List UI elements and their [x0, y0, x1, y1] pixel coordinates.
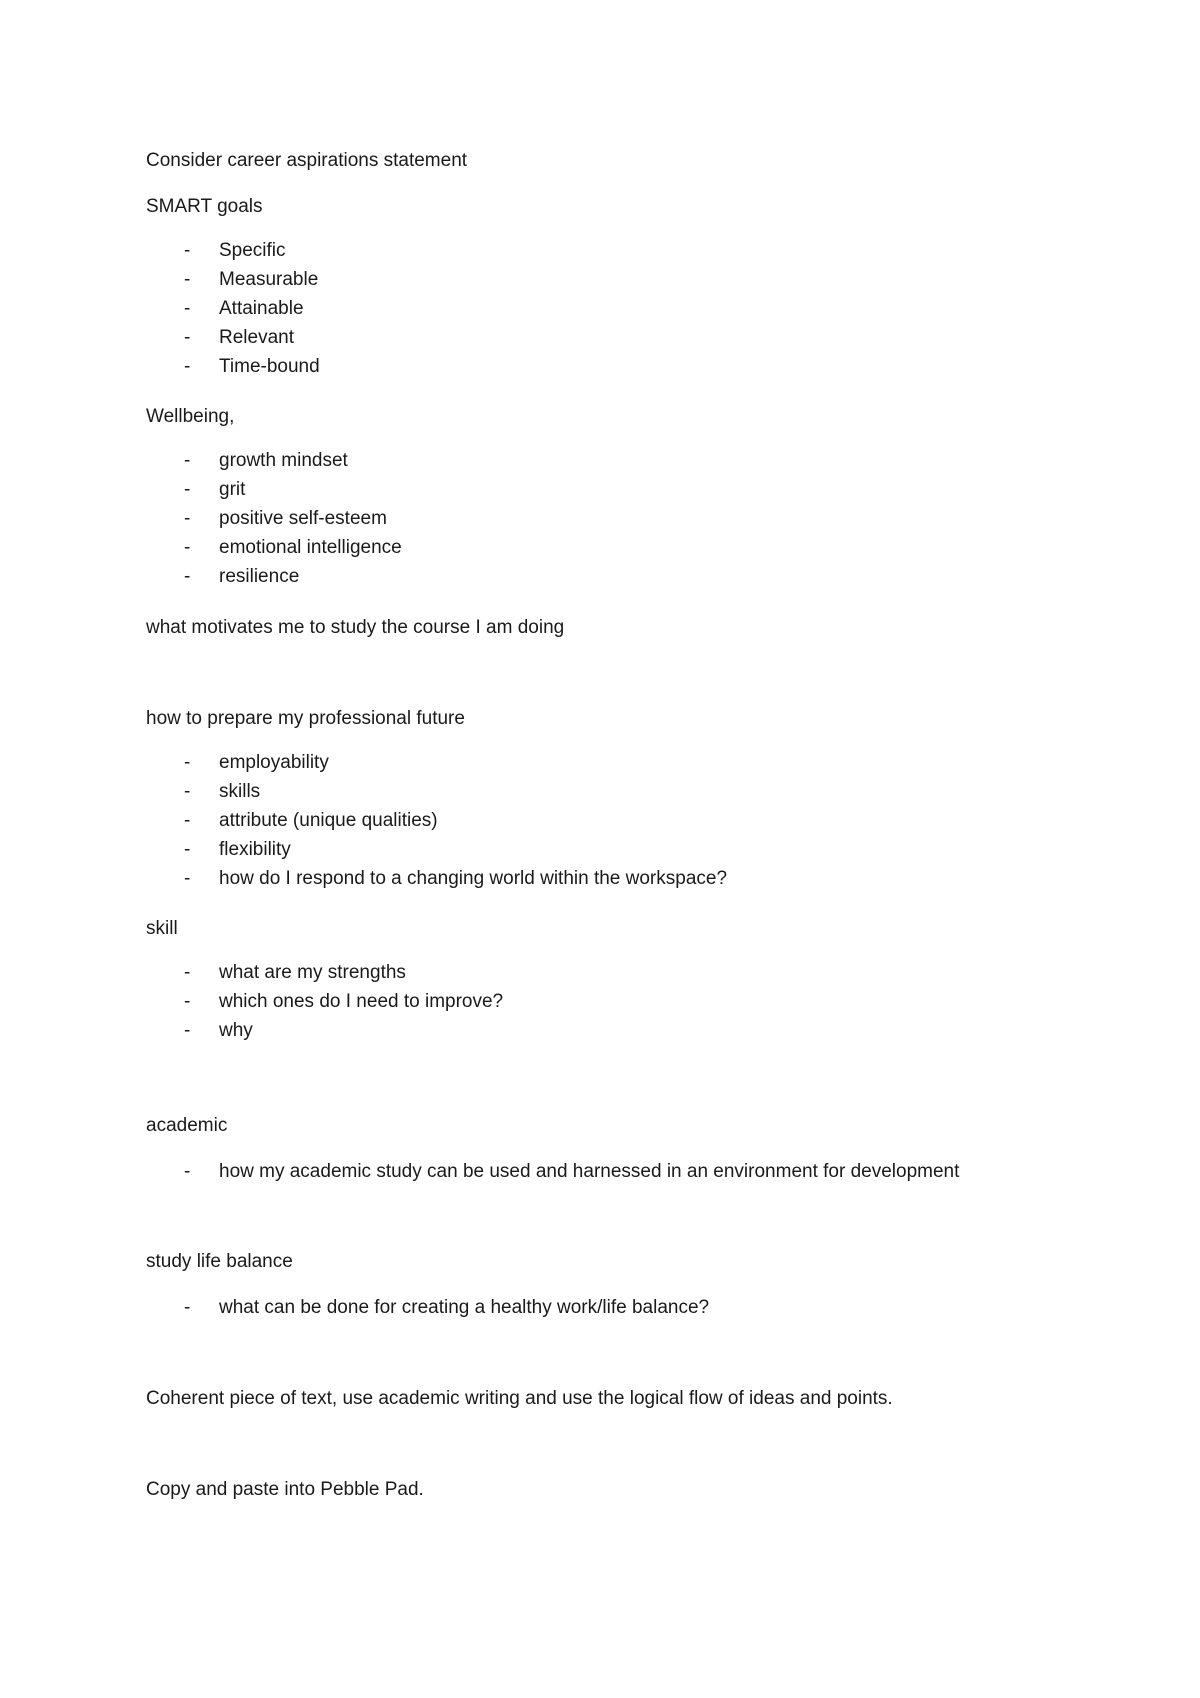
- list-item-text: skills: [219, 781, 261, 802]
- list-item-text: grit: [219, 479, 246, 500]
- balance-heading: [146, 1247, 293, 1276]
- list-item-text: what are my strengths: [219, 962, 406, 983]
- bullet-dash: -: [184, 1161, 191, 1182]
- copy-text: Copy and paste into Pebble Pad.: [146, 1479, 424, 1500]
- bullet-dash: -: [184, 479, 191, 500]
- coherent-paragraph: [146, 1384, 893, 1413]
- coherent-text: Coherent piece of text, use academic writing and use the logical flow of ideas and points.: [146, 1388, 893, 1409]
- wellbeing-heading-text: Wellbeing,: [146, 406, 235, 427]
- copy-paragraph: [146, 1475, 424, 1504]
- bullet-dash: -: [184, 566, 191, 587]
- bullet-dash: -: [184, 298, 191, 319]
- smart-heading: [146, 192, 263, 221]
- list-item-text: flexibility: [219, 839, 291, 860]
- list-item-text: Relevant: [219, 327, 294, 348]
- academic-heading: [146, 1111, 227, 1140]
- bullet-dash: -: [184, 810, 191, 831]
- academic-heading-text: academic: [146, 1115, 228, 1136]
- list-item-text: Measurable: [219, 269, 319, 290]
- list-item-text: positive self-esteem: [219, 508, 387, 529]
- wellbeing-heading: [146, 402, 234, 431]
- list-item-text: growth mindset: [219, 450, 348, 471]
- bullet-dash: -: [184, 868, 191, 889]
- list-item-text: Attainable: [219, 298, 304, 319]
- bullet-dash: -: [184, 1020, 191, 1041]
- list-item-text: how do I respond to a changing world within the workspace?: [219, 868, 728, 889]
- list-item-text: why: [219, 1020, 253, 1041]
- smart-heading-text: SMART goals: [146, 196, 263, 217]
- bullet-dash: -: [184, 327, 191, 348]
- list-item-text: Specific: [219, 240, 286, 261]
- bullet-dash: -: [184, 1297, 191, 1318]
- bullet-dash: -: [184, 991, 191, 1012]
- consider-heading: [146, 146, 467, 175]
- consider-heading-text: Consider career aspirations statement: [146, 150, 468, 171]
- list-item-text: emotional intelligence: [219, 537, 402, 558]
- list-item-text: attribute (unique qualities): [219, 810, 438, 831]
- bullet-dash: -: [184, 240, 191, 261]
- bullet-dash: -: [184, 269, 191, 290]
- list-item-text: Time-bound: [219, 356, 320, 377]
- bullet-dash: -: [184, 450, 191, 471]
- motivation-text: what motivates me to study the course I am doing: [146, 617, 565, 638]
- bullet-dash: -: [184, 962, 191, 983]
- motivation-paragraph: [146, 613, 564, 642]
- skill-heading: [146, 914, 178, 943]
- list-item-text: how my academic study can be used and harnessed in an environment for development: [219, 1161, 960, 1182]
- bullet-dash: -: [184, 752, 191, 773]
- list-item-text: what can be done for creating a healthy work/life balance?: [219, 1297, 710, 1318]
- list-item-text: employability: [219, 752, 329, 773]
- bullet-dash: -: [184, 781, 191, 802]
- balance-heading-text: study life balance: [146, 1251, 293, 1272]
- skill-heading-text: skill: [146, 918, 178, 939]
- bullet-dash: -: [184, 839, 191, 860]
- bullet-dash: -: [184, 508, 191, 529]
- prepare-heading-text: how to prepare my professional future: [146, 708, 465, 729]
- bullet-dash: -: [184, 537, 191, 558]
- bullet-dash: -: [184, 356, 191, 377]
- list-item-text: which ones do I need to improve?: [219, 991, 504, 1012]
- prepare-heading: [146, 704, 465, 733]
- list-item-text: resilience: [219, 566, 300, 587]
